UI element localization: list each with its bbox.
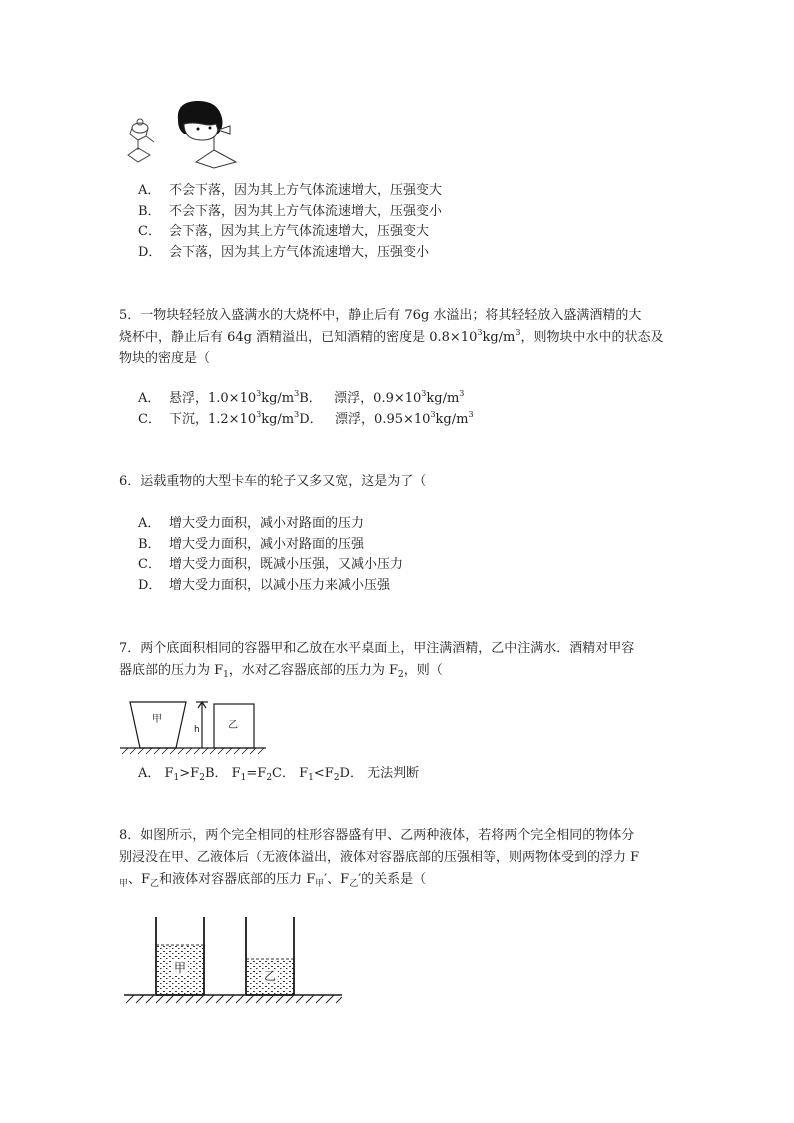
q8-stem-line2: 别浸没在甲、乙液体后（无液体溢出，液体对容器底部的压强相等，则两物体受到的浮力 F [119,850,640,865]
q7-option-d[interactable]: D． 无法判断 [339,766,420,781]
q7-option-c[interactable]: C． $F_1<F_2$ [272,766,340,783]
container-jia [130,702,186,748]
q8-stem-line3: $_甲$、$F_乙$和液体对容器底部的压力 $F_甲'$、$F_乙'$的关系是（ [119,872,427,889]
container-jia [156,917,204,995]
container-yi [246,917,294,995]
q5-option-c[interactable]: C． 下沉，$1.2\times 10^3kg/m^3$ [138,410,300,427]
q4-option-a[interactable]: A． 不会下落，因为其上方气体流速增大，压强变大 [138,183,443,198]
q5-option-d[interactable]: D． 漂浮，$0.95\times 10^3kg/m^3$ [299,410,474,427]
q5-options-row1 [138,390,464,408]
q5-option-a[interactable]: A． 悬浮，$1.0\times 10^3kg/m^3$ [138,389,300,406]
label-yi: 乙 [264,969,277,983]
q7-option-a[interactable]: A． $F_1>F_2$ [138,766,205,783]
q5-option-b[interactable]: B． 漂浮，$0.9\times 10^3kg/m^3$ [299,389,465,406]
q6-option-c[interactable]: C． 增大受力面积，既减小压强，又减小压力 [138,557,404,572]
q8-figure [120,915,345,1007]
label-yi: 乙 [228,720,238,731]
q6-option-d[interactable]: D． 增大受力面积，以减小压力来减小压强 [138,578,391,593]
q6-option-a[interactable]: A． 增大受力面积，减小对路面的压力 [138,516,365,531]
q4-option-b[interactable]: B． 不会下落，因为其上方气体流速增大，压强变小 [138,204,443,219]
q6-option-b[interactable]: B． 增大受力面积，减小对路面的压强 [138,537,365,552]
label-jia: 甲 [152,714,162,725]
q4-option-d[interactable]: D． 会下落，因为其上方气体流速增大，压强变小 [138,245,430,260]
ground-hatch [126,995,342,1003]
q7-figure [118,698,268,760]
label-jia: 甲 [174,961,187,975]
ground-hatch [122,748,264,754]
small-funnel-illustration [128,119,154,162]
q5-stem-line2: 烧杯中，静止后有 64g 酒精溢出，已知酒精的密度是 $0.8\times 10^3kg/m^3$，则物块中水中的状态及 [119,328,664,345]
q5-stem-line3: 物块的密度是（ [119,351,211,366]
q5-stem-line1: 5．一物块轻轻放入盛满水的大烧杯中，静止后有 76g 水溢出；将其轻轻放入盛满酒精的大 [119,308,642,323]
label-h: h [194,725,200,735]
person-blowing-illustration [178,101,236,168]
q7-stem-line1: 7．两个底面积相同的容器甲和乙放在水平桌面上，甲注满酒精，乙中注满水．酒精对甲容 [119,641,635,656]
q5-options-row2 [138,411,474,429]
q4-figure [118,100,248,170]
q7-options-row [138,765,419,783]
q8-stem-line1: 8．如图所示，两个完全相同的柱形容器盛有甲、乙两种液体，若将两个完全相同的物体分 [119,828,635,843]
q7-option-b[interactable]: B． $F_1=F_2$ [204,766,273,783]
q7-stem-line2: 器底部的压力为 $F_1$，水对乙容器底部的压力为 $F_2$，则（ [119,663,443,680]
q6-stem: 6．运载重物的大型卡车的轮子又多又宽，这是为了（ [119,474,427,489]
q4-option-c[interactable]: C． 会下落，因为其上方气体流速增大，压强变大 [138,224,430,239]
